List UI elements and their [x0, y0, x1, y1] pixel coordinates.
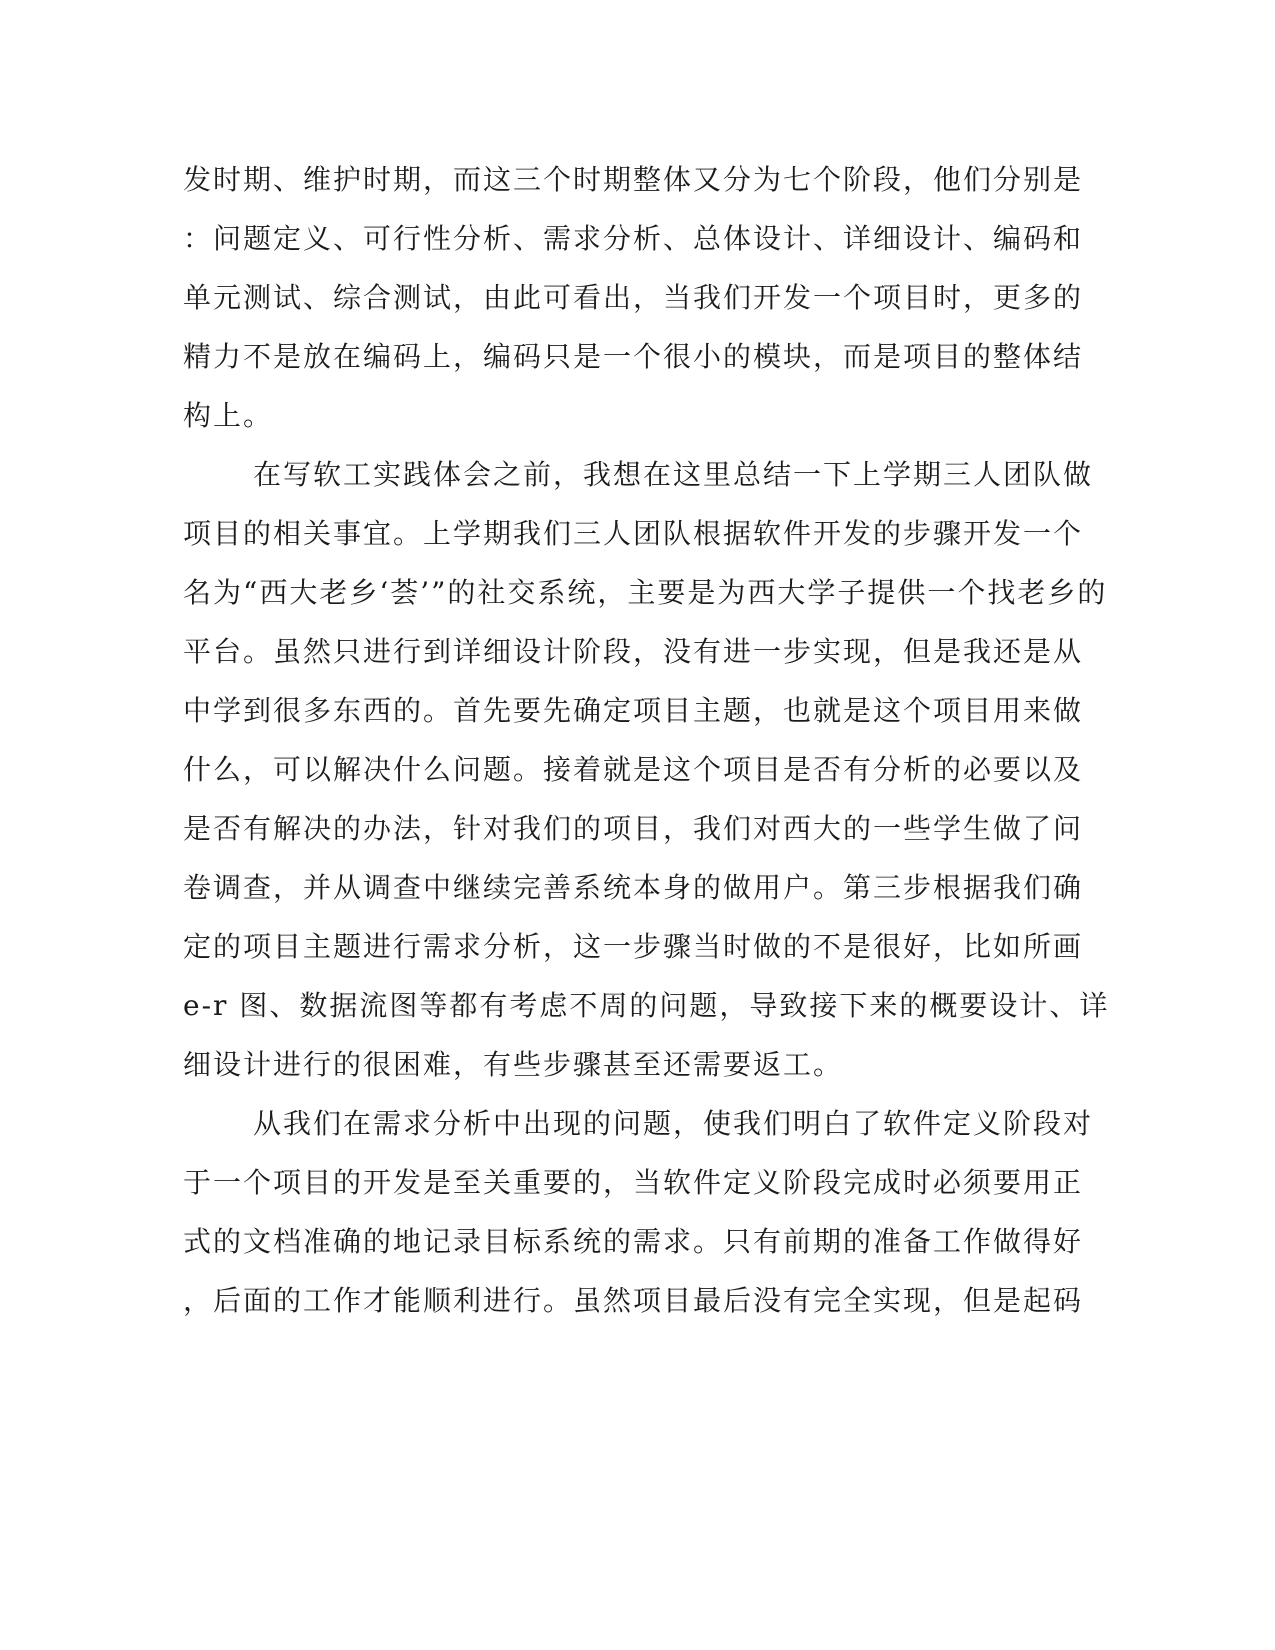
text-line: e-r 图、数据流图等都有考虑不周的问题，导致接下来的概要设计、详 [183, 989, 1110, 1022]
document-body [183, 150, 1110, 1330]
text-line: 什么，可以解决什么问题。接着就是这个项目是否有分析的必要以及 [183, 753, 1084, 786]
text-line: 发时期、维护时期，而这三个时期整体又分为七个阶段，他们分别是 [183, 163, 1084, 196]
paragraph-1 [183, 150, 1084, 445]
text-line: ：问题定义、可行性分析、需求分析、总体设计、详细设计、编码和 [183, 222, 1084, 255]
text-line: 项目的相关事宜。上学期我们三人团队根据软件开发的步骤开发一个 [183, 517, 1084, 550]
paragraph-3 [183, 1094, 1094, 1330]
text-line: 卷调查，并从调查中继续完善系统本身的做用户。第三步根据我们确 [183, 871, 1084, 904]
text-line: 在写软工实践体会之前，我想在这里总结一下上学期三人团队做 [253, 458, 1094, 491]
paragraph-2 [183, 445, 1110, 1094]
text-line: 是否有解决的办法，针对我们的项目，我们对西大的一些学生做了问 [183, 812, 1084, 845]
text-line: 构上。 [183, 399, 274, 432]
text-line: 定的项目主题进行需求分析，这一步骤当时做的不是很好，比如所画 [183, 930, 1084, 963]
text-line: 细设计进行的很困难，有些步骤甚至还需要返工。 [183, 1048, 844, 1081]
text-line: 精力不是放在编码上，编码只是一个很小的模块，而是项目的整体结 [183, 340, 1084, 373]
text-line: 平台。虽然只进行到详细设计阶段，没有进一步实现，但是我还是从 [183, 635, 1084, 668]
text-line: 从我们在需求分析中出现的问题，使我们明白了软件定义阶段对 [253, 1107, 1094, 1140]
text-line: 于一个项目的开发是至关重要的，当软件定义阶段完成时必须要用正 [183, 1166, 1084, 1199]
text-line: ，后面的工作才能顺利进行。虽然项目最后没有完全实现，但是起码 [183, 1284, 1084, 1317]
text-line: 单元测试、综合测试，由此可看出，当我们开发一个项目时，更多的 [183, 281, 1084, 314]
text-line: 名为“西大老乡‘荟’”的社交系统，主要是为西大学子提供一个找老乡的 [183, 576, 1108, 609]
text-line: 中学到很多东西的。首先要先确定项目主题，也就是这个项目用来做 [183, 694, 1084, 727]
text-line: 式的文档准确的地记录目标系统的需求。只有前期的准备工作做得好 [183, 1225, 1084, 1258]
